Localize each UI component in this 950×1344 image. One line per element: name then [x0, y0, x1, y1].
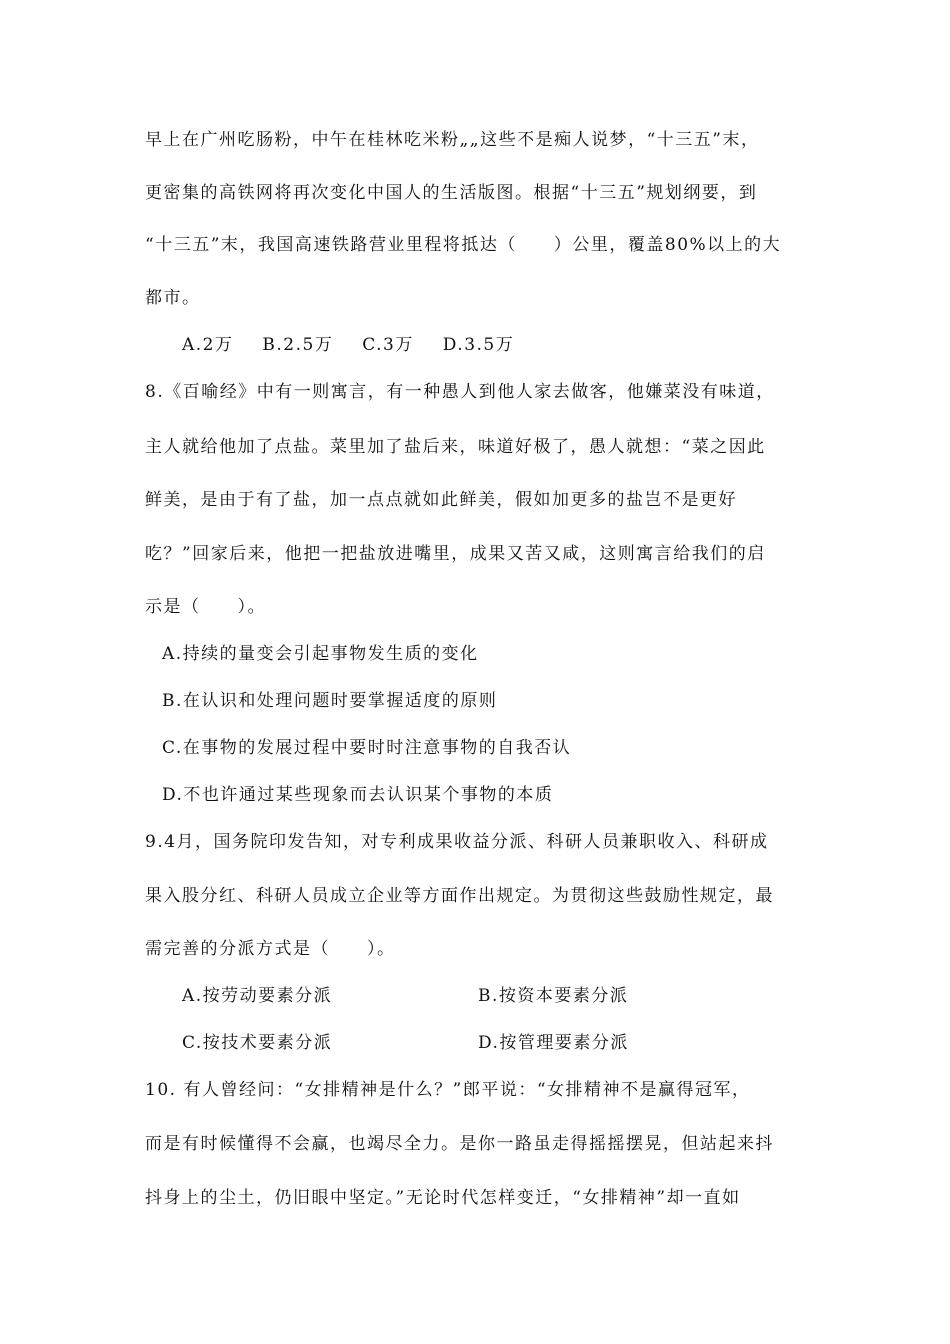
q8-option-b[interactable]: B.在认识和处理问题时要掌握适度的原则 — [162, 691, 498, 711]
q9-option-a[interactable]: A.按劳动要素分派 — [182, 986, 333, 1006]
q8-option-c[interactable]: C.在事物的发展过程中要时时注意事物的自我否认 — [162, 738, 572, 758]
q7-line-3: “十三五”末，我国高速铁路营业里程将抵达（ ）公里，覆盖80%以上的大 — [145, 235, 782, 255]
q7-line-4: 都市。 — [145, 288, 201, 308]
q7-option-d[interactable]: D.3.5万 — [442, 335, 515, 355]
q8-line-1: 8.《百喻经》中有一则寓言，有一种愚人到他人家去做客，他嫌菜没有味道， — [145, 382, 775, 402]
q7-options — [182, 329, 536, 361]
q10-line-1: 10. 有人曾经问：“女排精神是什么？”郎平说：“女排精神不是赢得冠军， — [145, 1080, 751, 1100]
q8-line-5: 示是（ ）。 — [145, 597, 266, 617]
q10-line-3: 抖身上的尘土，仍旧眼中坚定。”无论时代怎样变迁，“女排精神”却一直如 — [145, 1188, 741, 1208]
q7-option-a[interactable]: A.2万 — [182, 335, 234, 355]
q9-line-1: 9.4月，国务院印发告知，对专利成果收益分派、科研人员兼职收入、科研成 — [145, 832, 769, 852]
q9-line-2: 果入股分红、科研人员成立企业等方面作出规定。为贯彻这些鼓励性规定，最 — [145, 886, 774, 906]
q8-line-4: 吃？”回家后来，他把一把盐放进嘴里，成果又苦又咸，这则寓言给我们的启 — [145, 544, 766, 564]
q9-option-c[interactable]: C.按技术要素分派 — [182, 1033, 333, 1053]
q8-line-2: 主人就给他加了点盐。菜里加了盐后来，味道好极了，愚人就想：“菜之因此 — [145, 437, 766, 457]
q8-option-d[interactable]: D.不也许通过某些现象而去认识某个事物的本质 — [162, 785, 554, 805]
q9-line-3: 需完善的分派方式是（ ）。 — [145, 939, 396, 959]
q7-option-b[interactable]: B.2.5万 — [262, 335, 334, 355]
q7-option-c[interactable]: C.3万 — [362, 335, 414, 355]
q7-line-1: 早上在广州吃肠粉，中午在桂林吃米粉„„这些不是痴人说梦，“十三五”末， — [145, 130, 760, 150]
q10-line-2: 而是有时候懂得不会赢，也竭尽全力。是你一路虽走得摇摇摆晃，但站起来抖 — [145, 1134, 774, 1154]
q8-option-a[interactable]: A.持续的量变会引起事物发生质的变化 — [162, 644, 479, 664]
q9-option-b[interactable]: B.按资本要素分派 — [478, 986, 629, 1006]
q7-line-2: 更密集的高铁网将再次变化中国人的生活版图。根据“十三五”规划纲要，到 — [145, 183, 758, 203]
q8-line-3: 鲜美，是由于有了盐，加一点点就如此鲜美，假如加更多的盐岂不是更好 — [145, 490, 737, 510]
q9-option-d[interactable]: D.按管理要素分派 — [478, 1033, 629, 1053]
